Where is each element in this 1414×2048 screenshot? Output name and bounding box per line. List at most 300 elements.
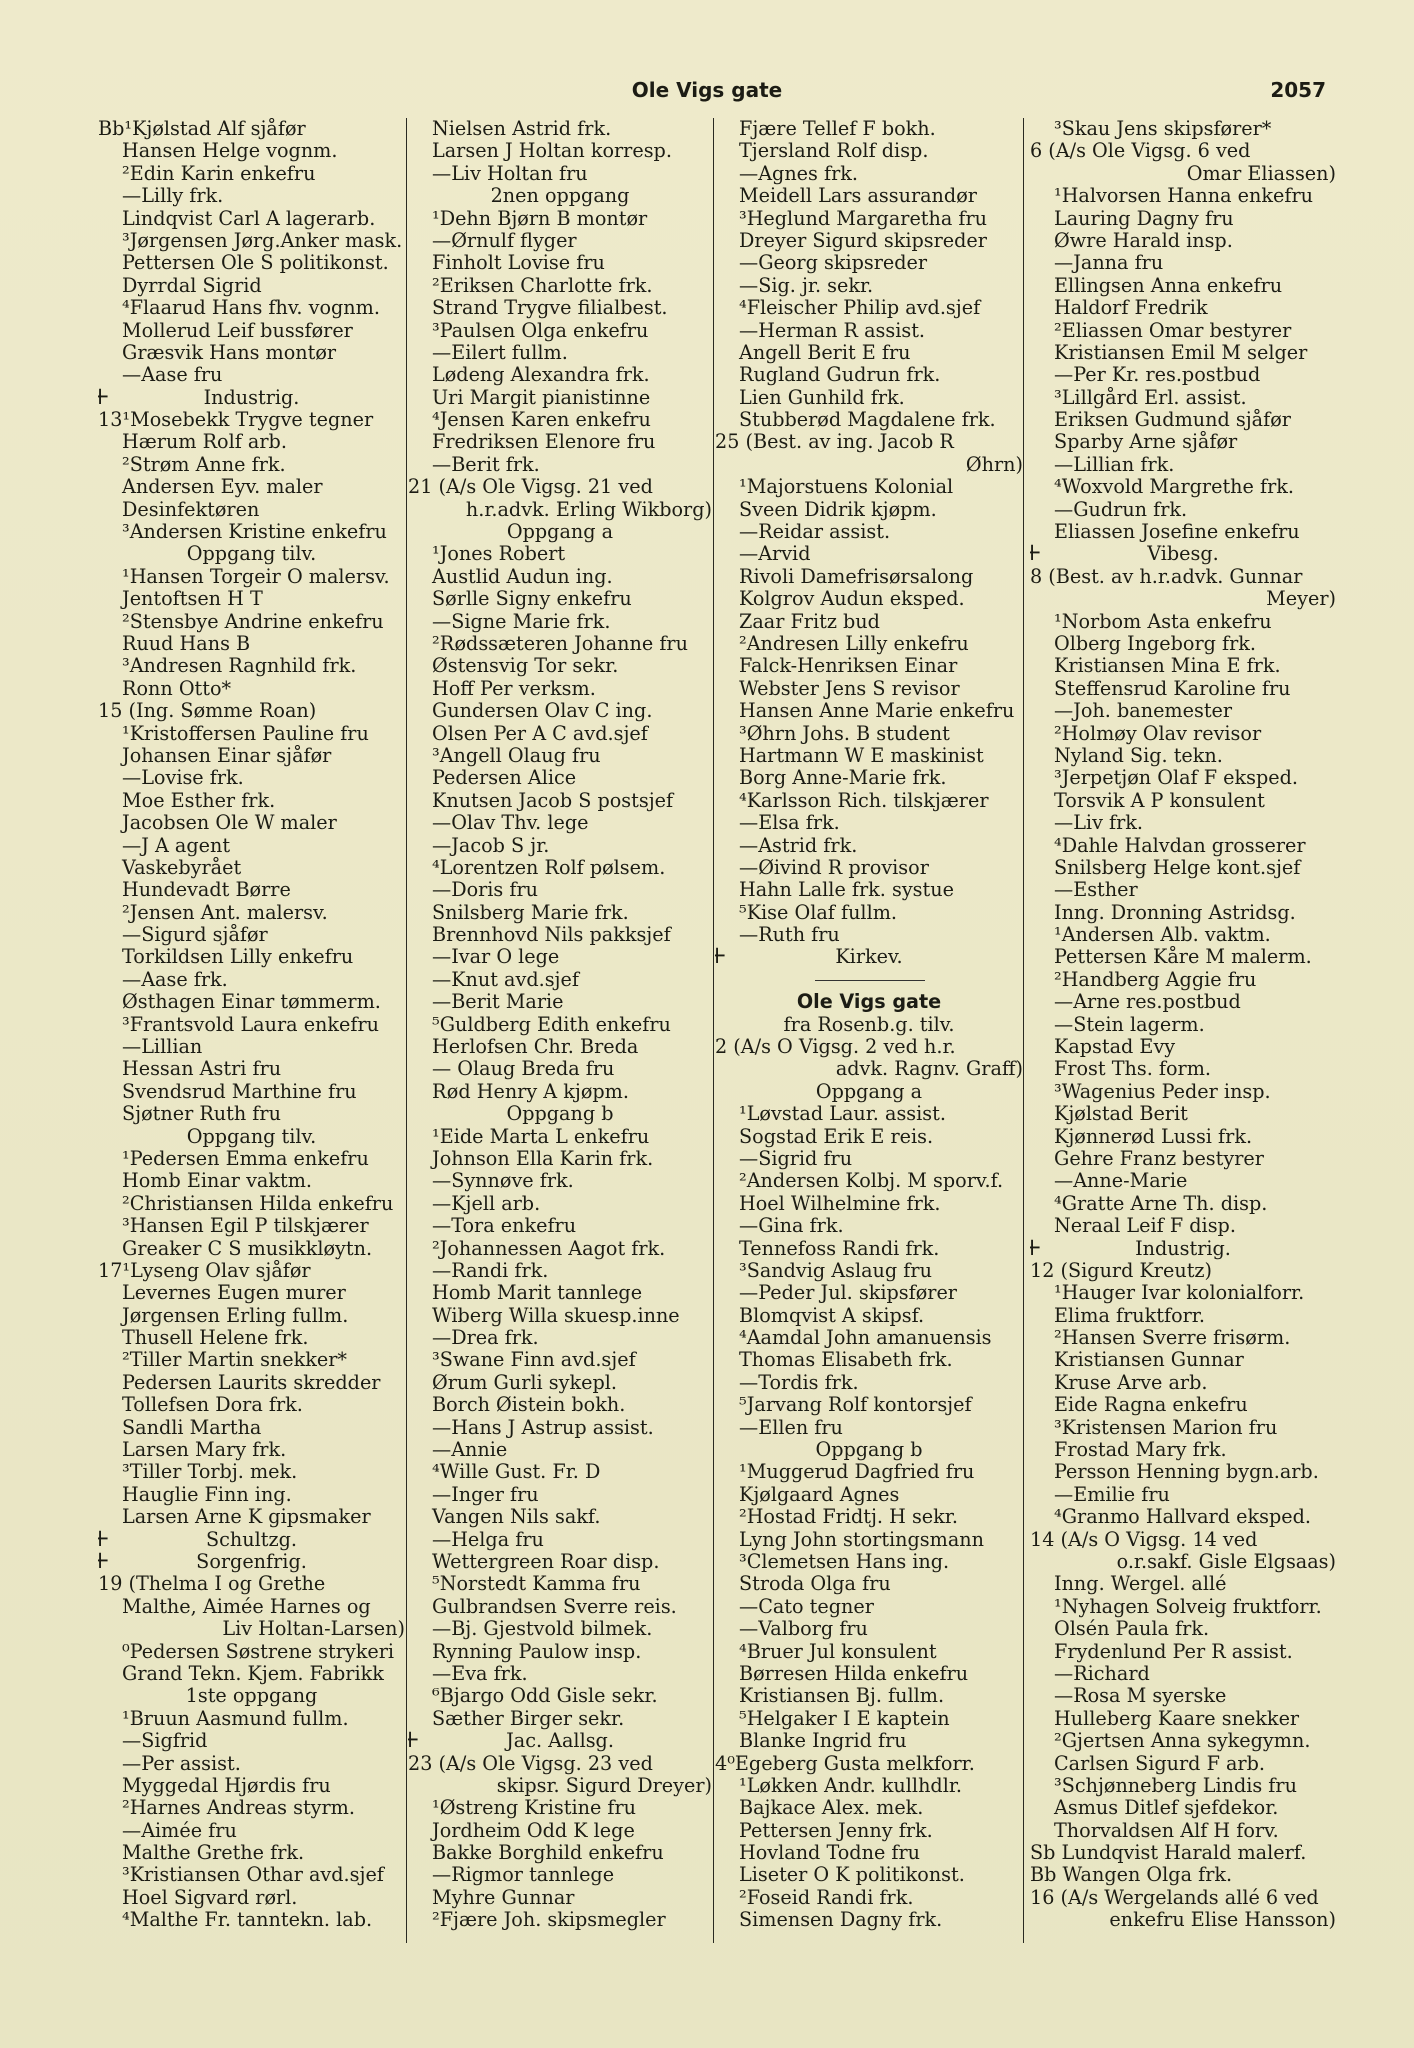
- directory-entry: 2nen oppgang: [490, 185, 630, 208]
- directory-entry: Strand Trygve filialbest.: [432, 297, 668, 320]
- directory-entry: Austlid Audun ing.: [432, 565, 613, 588]
- directory-entry: ¹Kristoffersen Pauline fru: [122, 722, 369, 745]
- directory-entry: ²Christiansen Hilda enkefru: [122, 1192, 394, 1215]
- directory-entry: Hauglie Finn ing.: [122, 1483, 292, 1506]
- directory-entry: ³Lillgård Erl. assist.: [1054, 386, 1247, 409]
- directory-entry: —Jacob S jr.: [432, 834, 550, 857]
- directory-entry: —Per Kr. res.postbud: [1054, 364, 1261, 387]
- directory-entry: Moe Esther frk.: [122, 789, 276, 812]
- directory-entry: Herlofsen Chr. Breda: [432, 1036, 639, 1059]
- directory-entry: Stroda Olga fru: [739, 1573, 891, 1596]
- directory-entry: Frydenlund Per R assist.: [1054, 1640, 1293, 1663]
- directory-entry: —Esther: [1054, 879, 1138, 902]
- directory-entry: 25 (Best. av ing. Jacob R: [715, 431, 954, 454]
- directory-entry: ¹Pedersen Emma enkefru: [122, 1147, 369, 1170]
- directory-entry: Pettersen Ole S politikonst.: [122, 252, 389, 275]
- directory-entry: ¹Dehn Bjørn B montør: [432, 207, 648, 230]
- directory-entry: ¹Norbom Asta enkefru: [1054, 610, 1272, 633]
- directory-entry: —Berit Marie: [432, 991, 564, 1014]
- directory-entry: + Jac. Aallsg.: [408, 1730, 712, 1752]
- column-divider: [1023, 118, 1024, 1943]
- directory-entry: —Kjell arb.: [432, 1192, 541, 1215]
- directory-entry: Kjølgaard Agnes: [739, 1483, 900, 1506]
- directory-entry: ²Strøm Anne frk.: [122, 453, 286, 476]
- directory-entry: —Peder Jul. skipsfører: [739, 1282, 957, 1305]
- directory-entry: —Cato tegner: [739, 1595, 874, 1618]
- section-heading: Ole Vigs gate: [796, 991, 942, 1014]
- directory-entry: 19 (Thelma I og Grethe: [98, 1573, 326, 1596]
- directory-entry: Stubberød Magdalene frk.: [739, 409, 996, 432]
- directory-entry: ¹Løvstad Laur. assist.: [739, 1103, 946, 1126]
- directory-entry: ²Eliassen Omar bestyrer: [1054, 319, 1292, 342]
- directory-entry: Hoel Wilhelmine frk.: [739, 1192, 941, 1215]
- directory-entry: —Reidar assist.: [739, 521, 891, 544]
- directory-entry: ²Holmøy Olav revisor: [1054, 722, 1262, 745]
- directory-entry: Kapstad Evy: [1054, 1036, 1176, 1059]
- directory-entry: Bb¹Kjølstad Alf sjåfør: [98, 118, 306, 140]
- directory-entry: ³Clemetsen Hans ing.: [739, 1551, 950, 1573]
- directory-entry: o.r.sakf. Gisle Elgsaas): [1116, 1551, 1336, 1573]
- directory-entry: ³Angell Olaug fru: [432, 744, 601, 767]
- directory-entry: ²Hansen Sverre frisørm.: [1054, 1327, 1291, 1350]
- directory-entry: Andersen Eyv. maler: [122, 476, 323, 499]
- directory-entry: —Rigmor tannlege: [432, 1864, 615, 1887]
- directory-entry: ³Heglund Margaretha fru: [739, 207, 988, 230]
- directory-entry: Frostad Mary frk.: [1054, 1439, 1227, 1462]
- directory-entry: Levernes Eugen murer: [122, 1282, 346, 1305]
- directory-entry: —Sig. jr. sekr.: [739, 274, 874, 297]
- directory-entry: ¹Løkken Andr. kullhdlr.: [739, 1774, 963, 1797]
- directory-entry: —Liv frk.: [1054, 812, 1144, 835]
- directory-entry: ⁴Wille Gust. Fr. D: [432, 1461, 601, 1484]
- directory-entry: 13¹Mosebekk Trygve tegner: [98, 409, 374, 432]
- directory-entry: Knutsen Jacob S postsjef: [432, 789, 674, 812]
- directory-entry: ⁴Jensen Karen enkefru: [432, 409, 651, 432]
- directory-entry: Eriksen Gudmund sjåfør: [1054, 409, 1291, 432]
- directory-entry: Persson Henning bygn.arb.: [1054, 1461, 1319, 1484]
- directory-entry: ²Edin Karin enkefru: [122, 162, 316, 185]
- directory-entry: Ellingsen Anna enkefru: [1054, 274, 1283, 297]
- directory-entry: —Inger fru: [432, 1483, 539, 1506]
- directory-entry: —Bj. Gjestvold bilmek.: [432, 1618, 653, 1641]
- directory-entry: Inng. Dronning Astridsg.: [1054, 901, 1296, 924]
- directory-entry: ²Andresen Lilly enkefru: [739, 632, 969, 655]
- directory-entry: ²Johannessen Aagot frk.: [432, 1237, 666, 1260]
- directory-entry: Tjersland Rolf disp.: [739, 140, 929, 163]
- directory-entry: Gehre Franz bestyrer: [1054, 1147, 1264, 1170]
- directory-entry: ³Jørgensen Jørg.Anker mask.: [122, 229, 403, 252]
- directory-entry: Brennhovd Nils pakksjef: [432, 924, 671, 947]
- directory-entry: Græsvik Hans montør: [122, 341, 337, 364]
- directory-entry: Falck-Henriksen Einar: [739, 655, 958, 678]
- directory-entry: + Industrig.: [1030, 1238, 1336, 1260]
- directory-entry: ⁴Lorentzen Rolf pølsem.: [432, 856, 666, 879]
- directory-entry: ²Foseid Randi frk.: [739, 1886, 914, 1909]
- directory-entry: —Annie: [432, 1439, 508, 1462]
- directory-entry: Larsen J Holtan korresp.: [432, 140, 672, 163]
- directory-entry: Zaar Fritz bud: [739, 610, 880, 633]
- directory-entry: + Industrig.: [98, 387, 405, 409]
- directory-entry: ²Harnes Andreas styrm.: [122, 1797, 355, 1820]
- directory-entry: ³Swane Finn avd.sjef: [432, 1349, 636, 1372]
- directory-entry: —Synnøve frk.: [432, 1170, 574, 1193]
- directory-entry: Larsen Arne K gipsmaker: [122, 1506, 371, 1529]
- directory-entry: Rynning Paulow insp.: [432, 1640, 642, 1663]
- directory-entry: Østensvig Tor sekr.: [432, 655, 619, 678]
- directory-entry: —Ørnulf flyger: [432, 229, 577, 252]
- column-divider: [406, 118, 407, 1943]
- directory-entry: Kolgrov Audun eksped.: [739, 588, 965, 611]
- directory-entry: Inng. Wergel. allé: [1054, 1573, 1227, 1596]
- directory-entry: —Helga fru: [432, 1528, 544, 1551]
- directory-entry: ⁴Aamdal John amanuensis: [739, 1327, 992, 1350]
- directory-entry: ³Frantsvold Laura enkefru: [122, 1013, 380, 1036]
- directory-entry: Kruse Arve arb.: [1054, 1371, 1208, 1394]
- directory-entry: ²Fjære Joh. skipsmegler: [432, 1909, 666, 1932]
- directory-entry: Neraal Leif F disp.: [1054, 1215, 1236, 1238]
- directory-entry: Meyer): [1266, 588, 1336, 611]
- directory-entry: Torsvik A P konsulent: [1054, 789, 1265, 812]
- directory-entry: Torkildsen Lilly enkefru: [122, 946, 354, 969]
- directory-entry: Steffensrud Karoline fru: [1054, 677, 1291, 700]
- directory-entry: Johansen Einar sjåfør: [122, 744, 332, 767]
- directory-entry: 16 (A/s Wergelands allé 6 ved: [1030, 1886, 1319, 1909]
- directory-entry: Oppgang a: [506, 521, 614, 544]
- directory-entry: ¹Andersen Alb. vaktm.: [1054, 924, 1271, 947]
- directory-entry: ¹Hansen Torgeir O malersv.: [122, 565, 390, 588]
- directory-entry: Jørgensen Erling fullm.: [122, 1304, 349, 1327]
- directory-entry: —Richard: [1054, 1662, 1150, 1685]
- directory-entry: Pettersen Jenny frk.: [739, 1819, 933, 1842]
- directory-entry: Sb Lundqvist Harald malerf.: [1030, 1842, 1307, 1865]
- directory-entry: ²Tiller Martin snekker*: [122, 1349, 348, 1372]
- directory-entry: Lien Gunhild frk.: [739, 386, 905, 409]
- directory-entry: 15 (Ing. Sømme Roan): [98, 700, 317, 723]
- directory-entry: Thusell Helene frk.: [122, 1327, 309, 1350]
- directory-entry: Vangen Nils sakf.: [432, 1506, 601, 1529]
- directory-entry: —Knut avd.sjef: [432, 968, 579, 991]
- directory-entry: Jordheim Odd K lege: [432, 1819, 635, 1842]
- directory-entry: Lauring Dagny fru: [1054, 207, 1234, 230]
- directory-entry: Hovland Todne fru: [739, 1842, 921, 1865]
- directory-entry: ³Jerpetjøn Olaf F eksped.: [1054, 767, 1298, 790]
- directory-entry: skipsr. Sigurd Dreyer): [496, 1774, 712, 1797]
- directory-entry: Grand Tekn. Kjem. Fabrikk: [122, 1662, 384, 1685]
- directory-entry: —Aase frk.: [122, 968, 228, 991]
- directory-entry: —Doris fru: [432, 879, 539, 902]
- directory-entry: Pedersen Alice: [432, 767, 577, 790]
- directory-entry: ²Jensen Ant. malersv.: [122, 901, 328, 924]
- directory-entry: Kristiansen Mina E frk.: [1054, 655, 1281, 678]
- directory-entry: —Gudrun frk.: [1054, 498, 1188, 521]
- directory-entry: Jacobsen Ole W maler: [122, 812, 337, 835]
- directory-entry: Desinfektøren: [122, 498, 260, 521]
- directory-entry: ⁶Bjargo Odd Gisle sekr.: [432, 1685, 658, 1708]
- directory-entry: —Per assist.: [122, 1752, 241, 1775]
- directory-entry: ⁴Flaarud Hans fhv. vognm.: [122, 297, 380, 320]
- directory-entry: Mollerud Leif bussfører: [122, 319, 353, 342]
- directory-entry: Hansen Anne Marie enkefru: [739, 700, 1015, 723]
- directory-entry: Olsén Paula frk.: [1054, 1618, 1210, 1641]
- directory-entry: Liv Holtan-Larsen): [222, 1618, 405, 1641]
- directory-entry: Rivoli Damefrisørsalong: [739, 565, 974, 588]
- directory-entry: —Herman R assist.: [739, 319, 926, 342]
- directory-entry: —Liv Holtan fru: [432, 162, 588, 185]
- directory-entry: ⁴Malthe Fr. tanntekn. lab.: [122, 1909, 373, 1932]
- directory-entry: Bajkace Alex. mek.: [739, 1797, 924, 1820]
- directory-entry: —Agnes frk.: [739, 162, 858, 185]
- directory-entry: ³Wagenius Peder insp.: [1054, 1080, 1271, 1103]
- directory-entry: ⁴Woxvold Margrethe frk.: [1054, 476, 1294, 499]
- directory-entry: ⁴Bruer Jul konsulent: [739, 1640, 937, 1663]
- directory-entry: —Drea frk.: [432, 1327, 539, 1350]
- section-rule: [715, 969, 1023, 991]
- directory-entry: Kjønnerød Lussi frk.: [1054, 1125, 1253, 1148]
- directory-entry: —Lilly frk.: [122, 185, 224, 208]
- directory-entry: Liseter O K politikonst.: [739, 1864, 965, 1887]
- directory-entry: Haldorf Fredrik: [1054, 297, 1208, 320]
- directory-entry: Gundersen Olav C ing.: [432, 700, 653, 723]
- directory-entry: Borg Anne-Marie frk.: [739, 767, 947, 790]
- directory-entry: ⁵Norstedt Kamma fru: [432, 1573, 641, 1596]
- directory-entry: Homb Marit tannlege: [432, 1282, 643, 1305]
- directory-entry: —Øivind R provisor: [739, 856, 929, 879]
- directory-entry: —Stein lagerm.: [1054, 1013, 1205, 1036]
- directory-entry: Elima fruktforr.: [1054, 1304, 1205, 1327]
- directory-entry: Lødeng Alexandra frk.: [432, 364, 650, 387]
- directory-entry: —Eva frk.: [432, 1662, 528, 1685]
- directory-entry: Angell Berit E fru: [739, 341, 911, 364]
- directory-entry: ¹Hauger Ivar kolonialforr.: [1054, 1282, 1305, 1305]
- directory-entry: Fjære Tellef F bokh.: [739, 118, 936, 140]
- directory-entry: 6 (A/s Ole Vigsg. 6 ved: [1030, 140, 1251, 163]
- directory-entry: Thomas Elisabeth frk.: [739, 1349, 953, 1372]
- directory-entry: —Emilie fru: [1054, 1483, 1170, 1506]
- directory-entry: Olberg Ingeborg frk.: [1054, 632, 1257, 655]
- directory-entry: ³Øhrn Johs. B student: [739, 722, 950, 745]
- directory-entry: advk. Ragnv. Graff): [835, 1058, 1023, 1081]
- directory-entry: —Lillian frk.: [1054, 453, 1175, 476]
- directory-entry: ³Kristensen Marion fru: [1054, 1416, 1278, 1439]
- directory-entry: ³Kristiansen Othar avd.sjef: [122, 1864, 384, 1887]
- directory-entry: —Aase fru: [122, 364, 223, 387]
- directory-entry: ²Hostad Fridtj. H sekr.: [739, 1506, 958, 1529]
- directory-entry: ⁴Fleischer Philip avd.sjef: [739, 297, 981, 320]
- directory-entry: —Sigurd sjåfør: [122, 924, 268, 947]
- column-3: [715, 118, 1023, 1932]
- directory-entry: Hoel Sigvard rørl.: [122, 1886, 298, 1909]
- directory-entry: —Ivar O lege: [432, 946, 560, 969]
- directory-entry: ²Rødssæteren Johanne fru: [432, 632, 688, 655]
- directory-entry: Finholt Lovise fru: [432, 252, 605, 275]
- directory-entry: Hessan Astri fru: [122, 1058, 282, 1081]
- directory-entry: Webster Jens S revisor: [739, 677, 960, 700]
- directory-entry: ³Skau Jens skipsfører*: [1054, 118, 1272, 140]
- directory-entry: Bakke Borghild enkefru: [432, 1842, 664, 1865]
- directory-entry: Hartmann W E maskinist: [739, 744, 984, 767]
- directory-entry: ⁴Granmo Hallvard eksped.: [1054, 1506, 1311, 1529]
- directory-entry: Eliassen Josefine enkefru: [1054, 521, 1300, 544]
- directory-entry: Oppgang b: [815, 1439, 923, 1462]
- directory-entry: Oppgang a: [815, 1080, 923, 1103]
- column-2: [408, 118, 712, 1932]
- directory-entry: Kjølstad Berit: [1054, 1103, 1188, 1126]
- directory-entry: Myhre Gunnar: [432, 1886, 575, 1909]
- directory-entry: ¹Nyhagen Solveig fruktforr.: [1054, 1595, 1322, 1618]
- directory-entry: — Olaug Breda fru: [432, 1058, 615, 1081]
- directory-entry: Kristiansen Bj. fullm.: [739, 1685, 945, 1708]
- directory-entry: Snilsberg Marie frk.: [432, 901, 629, 924]
- directory-entry: ¹Jones Robert: [432, 543, 566, 566]
- directory-entry: Nielsen Astrid frk.: [432, 118, 612, 140]
- directory-entry: Tollefsen Dora frk.: [122, 1394, 303, 1417]
- directory-entry: —Astrid frk.: [739, 834, 858, 857]
- directory-entry: —Tordis frk.: [739, 1371, 859, 1394]
- directory-entry: —Randi frk.: [432, 1259, 549, 1282]
- directory-entry: Hahn Lalle frk. systue: [739, 879, 954, 902]
- directory-entry: —Lillian: [122, 1036, 203, 1059]
- directory-entry: Sæther Birger sekr.: [432, 1707, 625, 1730]
- directory-entry: Asmus Ditlef sjefdekor.: [1054, 1797, 1279, 1820]
- directory-entry: Pedersen Laurits skredder: [122, 1371, 381, 1394]
- directory-entry: + Schultzg.: [98, 1529, 405, 1551]
- directory-entry: Homb Einar vaktm.: [122, 1170, 312, 1193]
- directory-entry: ²Handberg Aggie fru: [1054, 968, 1257, 991]
- directory-entry: —J A agent: [122, 834, 231, 857]
- directory-entry: + Kirkev.: [715, 946, 1023, 968]
- directory-entry: ³Paulsen Olga enkefru: [432, 319, 649, 342]
- directory-entry: Dyrrdal Sigrid: [122, 274, 262, 297]
- directory-entry: ¹Østreng Kristine fru: [432, 1797, 637, 1820]
- directory-entry: —Hans J Astrup assist.: [432, 1416, 654, 1439]
- directory-entry: 23 (A/s Ole Vigsg. 23 ved: [408, 1752, 653, 1775]
- directory-entry: Simensen Dagny frk.: [739, 1909, 943, 1932]
- directory-entry: Thorvaldsen Alf H forv.: [1054, 1819, 1279, 1842]
- directory-entry: Rød Henry A kjøpm.: [432, 1080, 629, 1103]
- directory-entry: —Arvid: [739, 543, 811, 566]
- directory-entry: 14 (A/s O Vigsg. 14 ved: [1030, 1528, 1258, 1551]
- directory-entry: —Janna fru: [1054, 252, 1164, 275]
- directory-entry: Børresen Hilda enkefru: [739, 1662, 969, 1685]
- directory-entry: Meidell Lars assurandør: [739, 185, 977, 208]
- directory-entry: Sogstad Erik E reis.: [739, 1125, 934, 1148]
- directory-entry: ¹Bruun Aasmund fullm.: [122, 1707, 349, 1730]
- directory-entry: Olsen Per A C avd.sjef: [432, 722, 648, 745]
- directory-entry: ⁵Guldberg Edith enkefru: [432, 1013, 671, 1036]
- directory-entry: ³Andresen Ragnhild frk.: [122, 655, 357, 678]
- directory-entry: Hansen Helge vognm.: [122, 140, 338, 163]
- directory-entry: —Sigrid fru: [739, 1147, 853, 1170]
- directory-entry: Gulbrandsen Sverre reis.: [432, 1595, 677, 1618]
- directory-entry: Larsen Mary frk.: [122, 1439, 287, 1462]
- directory-entry: Øwre Harald insp.: [1054, 229, 1233, 252]
- directory-entry: Nyland Sig. tekn.: [1054, 744, 1223, 767]
- column-divider: [713, 118, 714, 1943]
- directory-entry: Kristiansen Gunnar: [1054, 1349, 1244, 1372]
- directory-entry: Dreyer Sigurd skipsreder: [739, 229, 987, 252]
- directory-entry: fra Rosenb.g. tilv.: [783, 1013, 955, 1036]
- directory-entry: ⁴Dahle Halvdan grosserer: [1054, 834, 1306, 857]
- directory-entry: —Aimée fru: [122, 1819, 237, 1842]
- directory-entry: —Signe Marie frk.: [432, 610, 611, 633]
- directory-entry: Ronn Otto*: [122, 677, 232, 700]
- directory-entry: Pettersen Kåre M malerm.: [1054, 946, 1312, 969]
- directory-entry: enkefru Elise Hansson): [1109, 1909, 1336, 1932]
- directory-entry: —Elsa frk.: [739, 812, 840, 835]
- directory-entry: —Anne-Marie: [1054, 1170, 1188, 1193]
- directory-entry: ⁴Karlsson Rich. tilskjærer: [739, 789, 989, 812]
- directory-entry: h.r.advk. Erling Wikborg): [465, 498, 712, 521]
- directory-entry: —Valborg fru: [739, 1618, 868, 1641]
- directory-entry: Sørlle Signy enkefru: [432, 588, 632, 611]
- directory-entry: ³Tiller Torbj. mek.: [122, 1461, 298, 1484]
- directory-entry: ³Andersen Kristine enkefru: [122, 521, 387, 544]
- directory-entry: Fredriksen Elenore fru: [432, 431, 656, 454]
- directory-entry: 12 (Sigurd Kreutz): [1030, 1259, 1213, 1282]
- directory-entry: —Berit frk.: [432, 453, 540, 476]
- directory-entry: Wiberg Willa skuesp.inne: [432, 1304, 680, 1327]
- directory-entry: 8 (Best. av h.r.advk. Gunnar: [1030, 565, 1303, 588]
- directory-entry: ¹Eide Marta L enkefru: [432, 1125, 650, 1148]
- directory-entry: 21 (A/s Ole Vigsg. 21 ved: [408, 476, 653, 499]
- directory-entry: —Tora enkefru: [432, 1215, 577, 1238]
- directory-entry: —Ruth fru: [739, 924, 840, 947]
- directory-entry: Oppgang tilv.: [186, 543, 317, 566]
- directory-entry: Malthe, Aimée Harnes og: [122, 1595, 371, 1618]
- directory-entry: 2 (A/s O Vigsg. 2 ved h.r.: [715, 1036, 956, 1059]
- directory-entry: Hoff Per verksm.: [432, 677, 596, 700]
- directory-entry: ⁴Gratte Arne Th. disp.: [1054, 1192, 1268, 1215]
- directory-entry: —Arne res.postbud: [1054, 991, 1241, 1014]
- directory-entry: —Olav Thv. lege: [432, 812, 589, 835]
- directory-entry: ⁰Pedersen Søstrene strykeri: [122, 1640, 395, 1663]
- directory-entry: Malthe Grethe frk.: [122, 1842, 305, 1865]
- directory-entry: ²Gjertsen Anna sykegymn.: [1054, 1730, 1311, 1753]
- directory-entry: Bb Wangen Olga frk.: [1030, 1864, 1233, 1887]
- directory-entry: Blomqvist A skipsf.: [739, 1304, 925, 1327]
- directory-entry: Oppgang tilv.: [186, 1125, 317, 1148]
- directory-entry: Hærum Rolf arb.: [122, 431, 287, 454]
- directory-entry: ²Stensbye Andrine enkefru: [122, 610, 384, 633]
- directory-entry: Johnson Ella Karin frk.: [432, 1147, 654, 1170]
- column-1: [98, 118, 405, 1932]
- directory-entry: Tennefoss Randi frk.: [739, 1237, 940, 1260]
- directory-entry: —Lovise frk.: [122, 767, 244, 790]
- directory-entry: ²Eriksen Charlotte frk.: [432, 274, 653, 297]
- directory-entry: Vaskebyrået: [122, 856, 242, 879]
- directory-entry: ⁵Helgaker I E kaptein: [739, 1707, 950, 1730]
- directory-entry: 1ste oppgang: [185, 1685, 318, 1708]
- directory-entry: Oppgang b: [506, 1103, 614, 1126]
- directory-entry: —Gina frk.: [739, 1215, 844, 1238]
- directory-entry: Sveen Didrik kjøpm.: [739, 498, 937, 521]
- column-4: [1030, 118, 1336, 1932]
- directory-entry: ³Schjønneberg Lindis fru: [1054, 1774, 1297, 1797]
- directory-entry: Hulleberg Kaare snekker: [1054, 1707, 1300, 1730]
- directory-entry: ⁵Jarvang Rolf kontorsjef: [739, 1394, 972, 1417]
- directory-entry: Kristiansen Emil M selger: [1054, 341, 1308, 364]
- directory-entry: Carlsen Sigurd F arb.: [1054, 1752, 1265, 1775]
- directory-entry: Svendsrud Marthine fru: [122, 1080, 357, 1103]
- directory-entry: Lyng John stortingsmann: [739, 1528, 985, 1551]
- directory-entry: —Ellen fru: [739, 1416, 843, 1439]
- directory-entry: —Joh. banemester: [1054, 700, 1233, 723]
- directory-entry: Borch Øistein bokh.: [432, 1394, 626, 1417]
- directory-entry: + Sorgenfrig.: [98, 1551, 405, 1573]
- directory-entry: Østhagen Einar tømmerm.: [122, 991, 381, 1014]
- directory-entry: Sjøtner Ruth fru: [122, 1103, 281, 1126]
- directory-entry: + Vibesg.: [1030, 543, 1336, 565]
